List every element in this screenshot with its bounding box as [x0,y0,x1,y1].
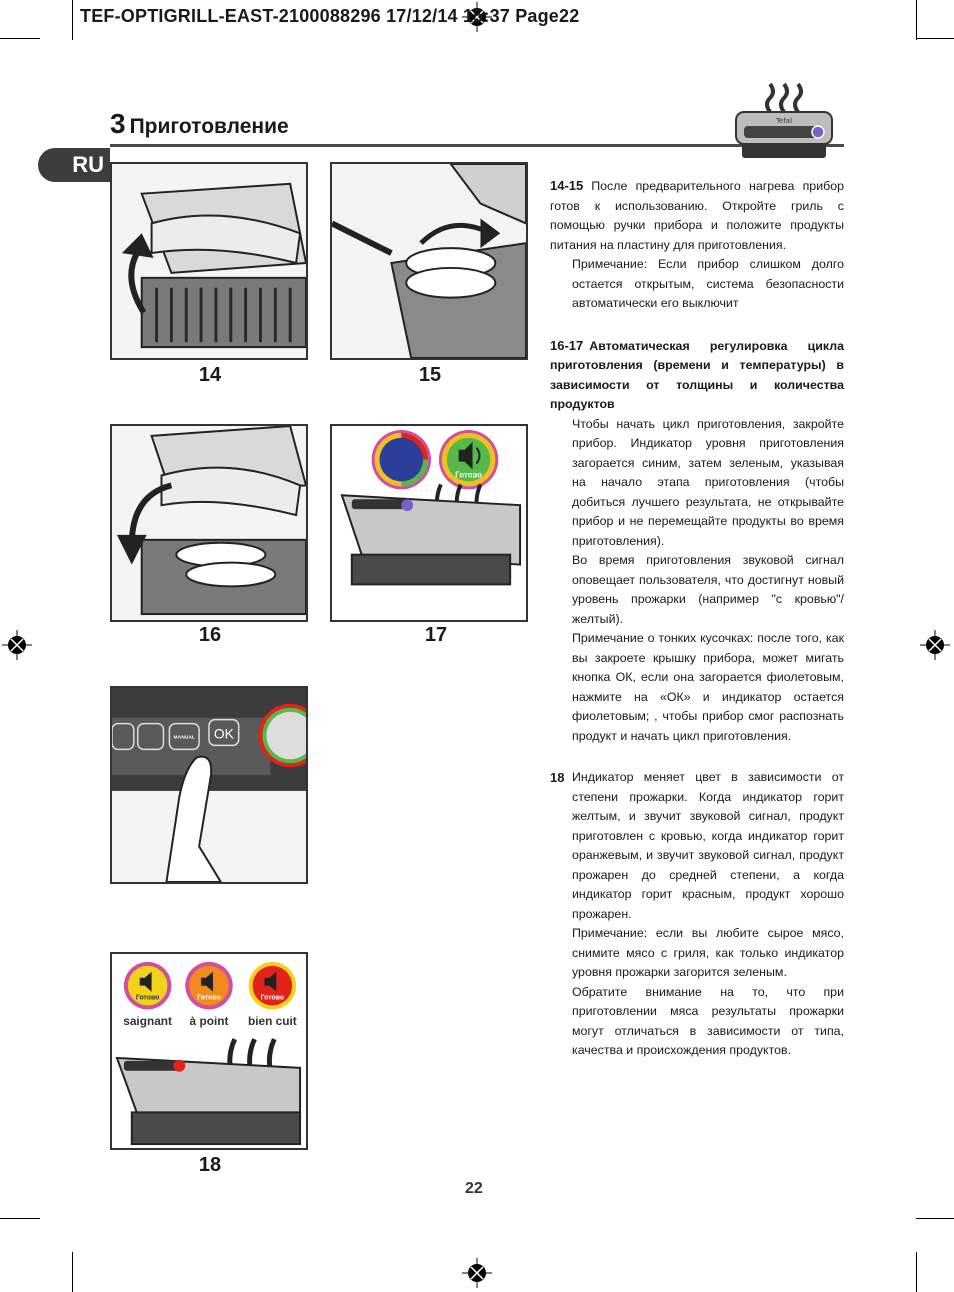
crop-mark [72,1252,73,1292]
brand-logo-text: Tefal [775,117,793,125]
crop-mark [916,38,954,39]
crop-mark [916,0,917,40]
figure-14 [110,162,308,360]
step-number: 16-17 [550,337,584,353]
ready-label: Готово [197,994,221,1002]
doneness-label-well-done: bien cuit [247,1014,297,1029]
figure-15 [330,162,528,360]
step-note: Обратите внимание на то, что при приготовлении мяса результаты прожарки могут отличаться в зависимости от типа, качества и происхождения продуктов. [572,984,844,1057]
step-16-17 [550,336,844,747]
ok-label: OK [213,725,234,742]
step-note: Примечание о тонких кусочках: после того, как вы закроете крышку прибора, может мигать кнопка ОК, если она загорается фиолетовым, нажмите на «ОК» и индикатор остается фиолетовым; , чтобы прибор смог распознать продукт и начать цикл приготовления. [572,631,844,743]
registration-mark-icon [2,630,32,660]
section-number: 3 [110,108,126,139]
step-lead: Автоматическая регулировка цикла приготовления (времени и температуры) в зависимости от толщины и количества продуктов [550,338,844,411]
crop-mark [72,0,73,40]
grill-header-icon [728,82,838,164]
doneness-illustration [112,954,306,1148]
crop-mark [0,1218,40,1219]
closing-grill-illustration [112,426,306,620]
step-18 [550,768,844,1061]
step-number: 14-15 [550,178,584,193]
indicator-illustration [332,426,526,620]
doneness-red-icon [249,962,297,1010]
crop-mark [0,38,40,39]
step-paragraph: Индикатор меняет цвет в зависимости от степени прожарки. Когда индикатор горит желтым, и звучит звуковой сигнал, продукт приготовлен с кровью, когда индикатор горит оранжевым, и звучит звуковой сигнал, продукт прожарен до средней степени, а когда индикатор горит красным, продукт хорошо прожарен. [572,770,844,921]
figure-number: 17 [424,624,448,646]
ready-label: Готово [135,994,160,1002]
placing-food-illustration [332,164,526,358]
section-title [110,108,289,140]
crop-mark [916,1252,917,1292]
figure-ok-button [110,686,308,884]
press-ok-illustration [112,688,306,882]
figure-18 [110,952,308,1150]
step-note: Примечание: если вы любите сырое мясо, снимите мясо с гриля, как только индикатор уровня прожарки загорится зеленым. [572,926,844,979]
figure-16 [110,424,308,622]
language-code: RU [72,152,104,177]
figure-number: 16 [198,624,222,646]
print-slug: TEF-OPTIGRILL-EAST-2100088296 17/12/14 15:37 Page22 [80,6,580,26]
figure-17 [330,424,528,622]
step-paragraph: После предварительного нагрева прибор готов к использованию. Откройте гриль с помощью ручки прибора и положите продукты питания на пластину для приготовления. [550,179,844,252]
step-note: Примечание: Если прибор слишком долго остается открытым, система безопасности автоматически его выключит [572,257,844,310]
instructions-column [550,176,844,1077]
figure-number: 18 [198,1154,222,1176]
language-tab [38,148,110,182]
doneness-orange-icon [185,962,233,1010]
doneness-label-rare: saignant [123,1014,173,1029]
crop-mark [916,1218,954,1219]
figure-number: 15 [418,364,442,386]
ready-label: Готово [455,470,483,480]
doneness-yellow-icon [124,962,172,1010]
registration-mark-icon [920,630,950,660]
doneness-label-medium: à point [189,1014,229,1029]
page-number: 22 [465,1180,483,1197]
figure-number: 14 [198,364,222,386]
manual-label: MANUAL [173,735,195,741]
step-14-15 [550,176,844,314]
grill-open-illustration [112,164,306,358]
ready-label: Готово [260,994,285,1002]
section-heading: Приготовление [129,115,289,138]
step-paragraph: Чтобы начать цикл приготовления, закройте прибор. Индикатор уровня приготовления загорается синим, затем зеленым, указывая на начало этапа приготовления (чтобы добиться лучшего результата, не открывайте прибор и не перемещайте продукты во время приготовления). [572,416,844,548]
step-number: 18 [550,770,565,785]
registration-mark-icon [462,1258,492,1288]
step-paragraph: Во время приготовления звуковой сигнал оповещает пользователя, что достигнут новый уровень прожарки (например "с кровью"/желтый). [572,553,844,626]
blue-indicator-icon [380,438,424,482]
